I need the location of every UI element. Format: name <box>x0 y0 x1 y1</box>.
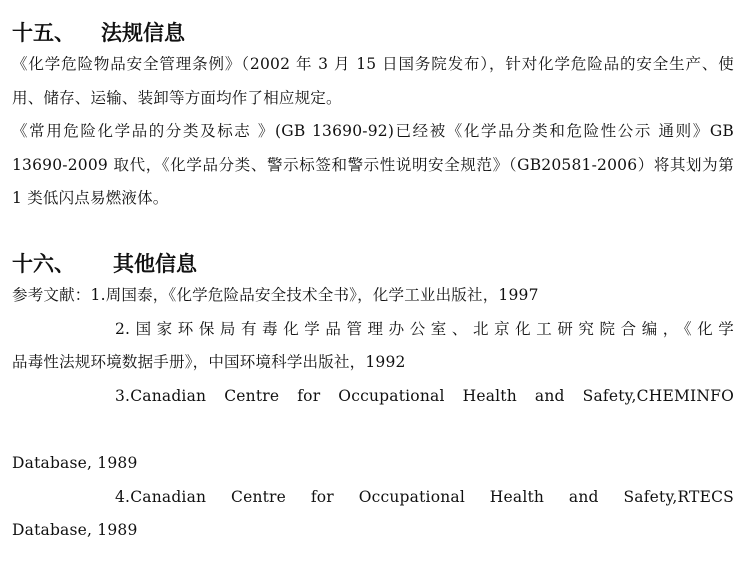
reference-1-text: 1.周国泰，《化学危险品安全技术全书》，化学工业出版社，1997 <box>90 285 539 304</box>
section-15-paragraph-1: 《化学危险物品安全管理条例》（2002 年 3 月 15 日国务院发布），针对化学危险品的安全生产、使用、储存、运输、装卸等方面均作了相应规定。 <box>12 55 734 107</box>
reference-3-line-1: 3.Canadian Centre for Occupational Health and Safety,CHEMINFO <box>115 386 734 405</box>
document-page <box>12 18 734 548</box>
section-16-title: 其他信息 <box>113 251 197 276</box>
section-16-number: 十六、 <box>12 251 75 276</box>
reference-4-line-2: Database, 1989 <box>12 521 138 540</box>
section-16-heading <box>12 249 734 279</box>
references-label: 参考文献： <box>12 285 91 304</box>
reference-3-line-2: Database, 1989 <box>12 453 138 472</box>
section-15-title: 法规信息 <box>101 21 185 45</box>
reference-2-line-2: 品毒性法规环境数据手册》，中国环境科学出版社，1992 <box>12 353 406 372</box>
reference-4-line-1: 4.Canadian Centre for Occupational Health and Safety,RTECS <box>115 487 734 506</box>
reference-1 <box>12 279 734 313</box>
section-15-heading <box>12 18 734 48</box>
section-15-number: 十五、 <box>12 21 75 45</box>
section-15-paragraph-2: 《常用危险化学品的分类及标志 》(GB 13690-92)已经被《化学品分类和危险性公示 通则》GB 13690-2009 取代，《化学品分类、警示标签和警示性说明安全规范》（GB20581-2006）将其划为第 1 类低闪点易燃液体。 <box>12 122 734 208</box>
references-list <box>12 279 734 548</box>
reference-2-line-1: 2.国家环保局有毒化学品管理办公室、北京化工研究院合编，《化学 <box>115 319 734 338</box>
